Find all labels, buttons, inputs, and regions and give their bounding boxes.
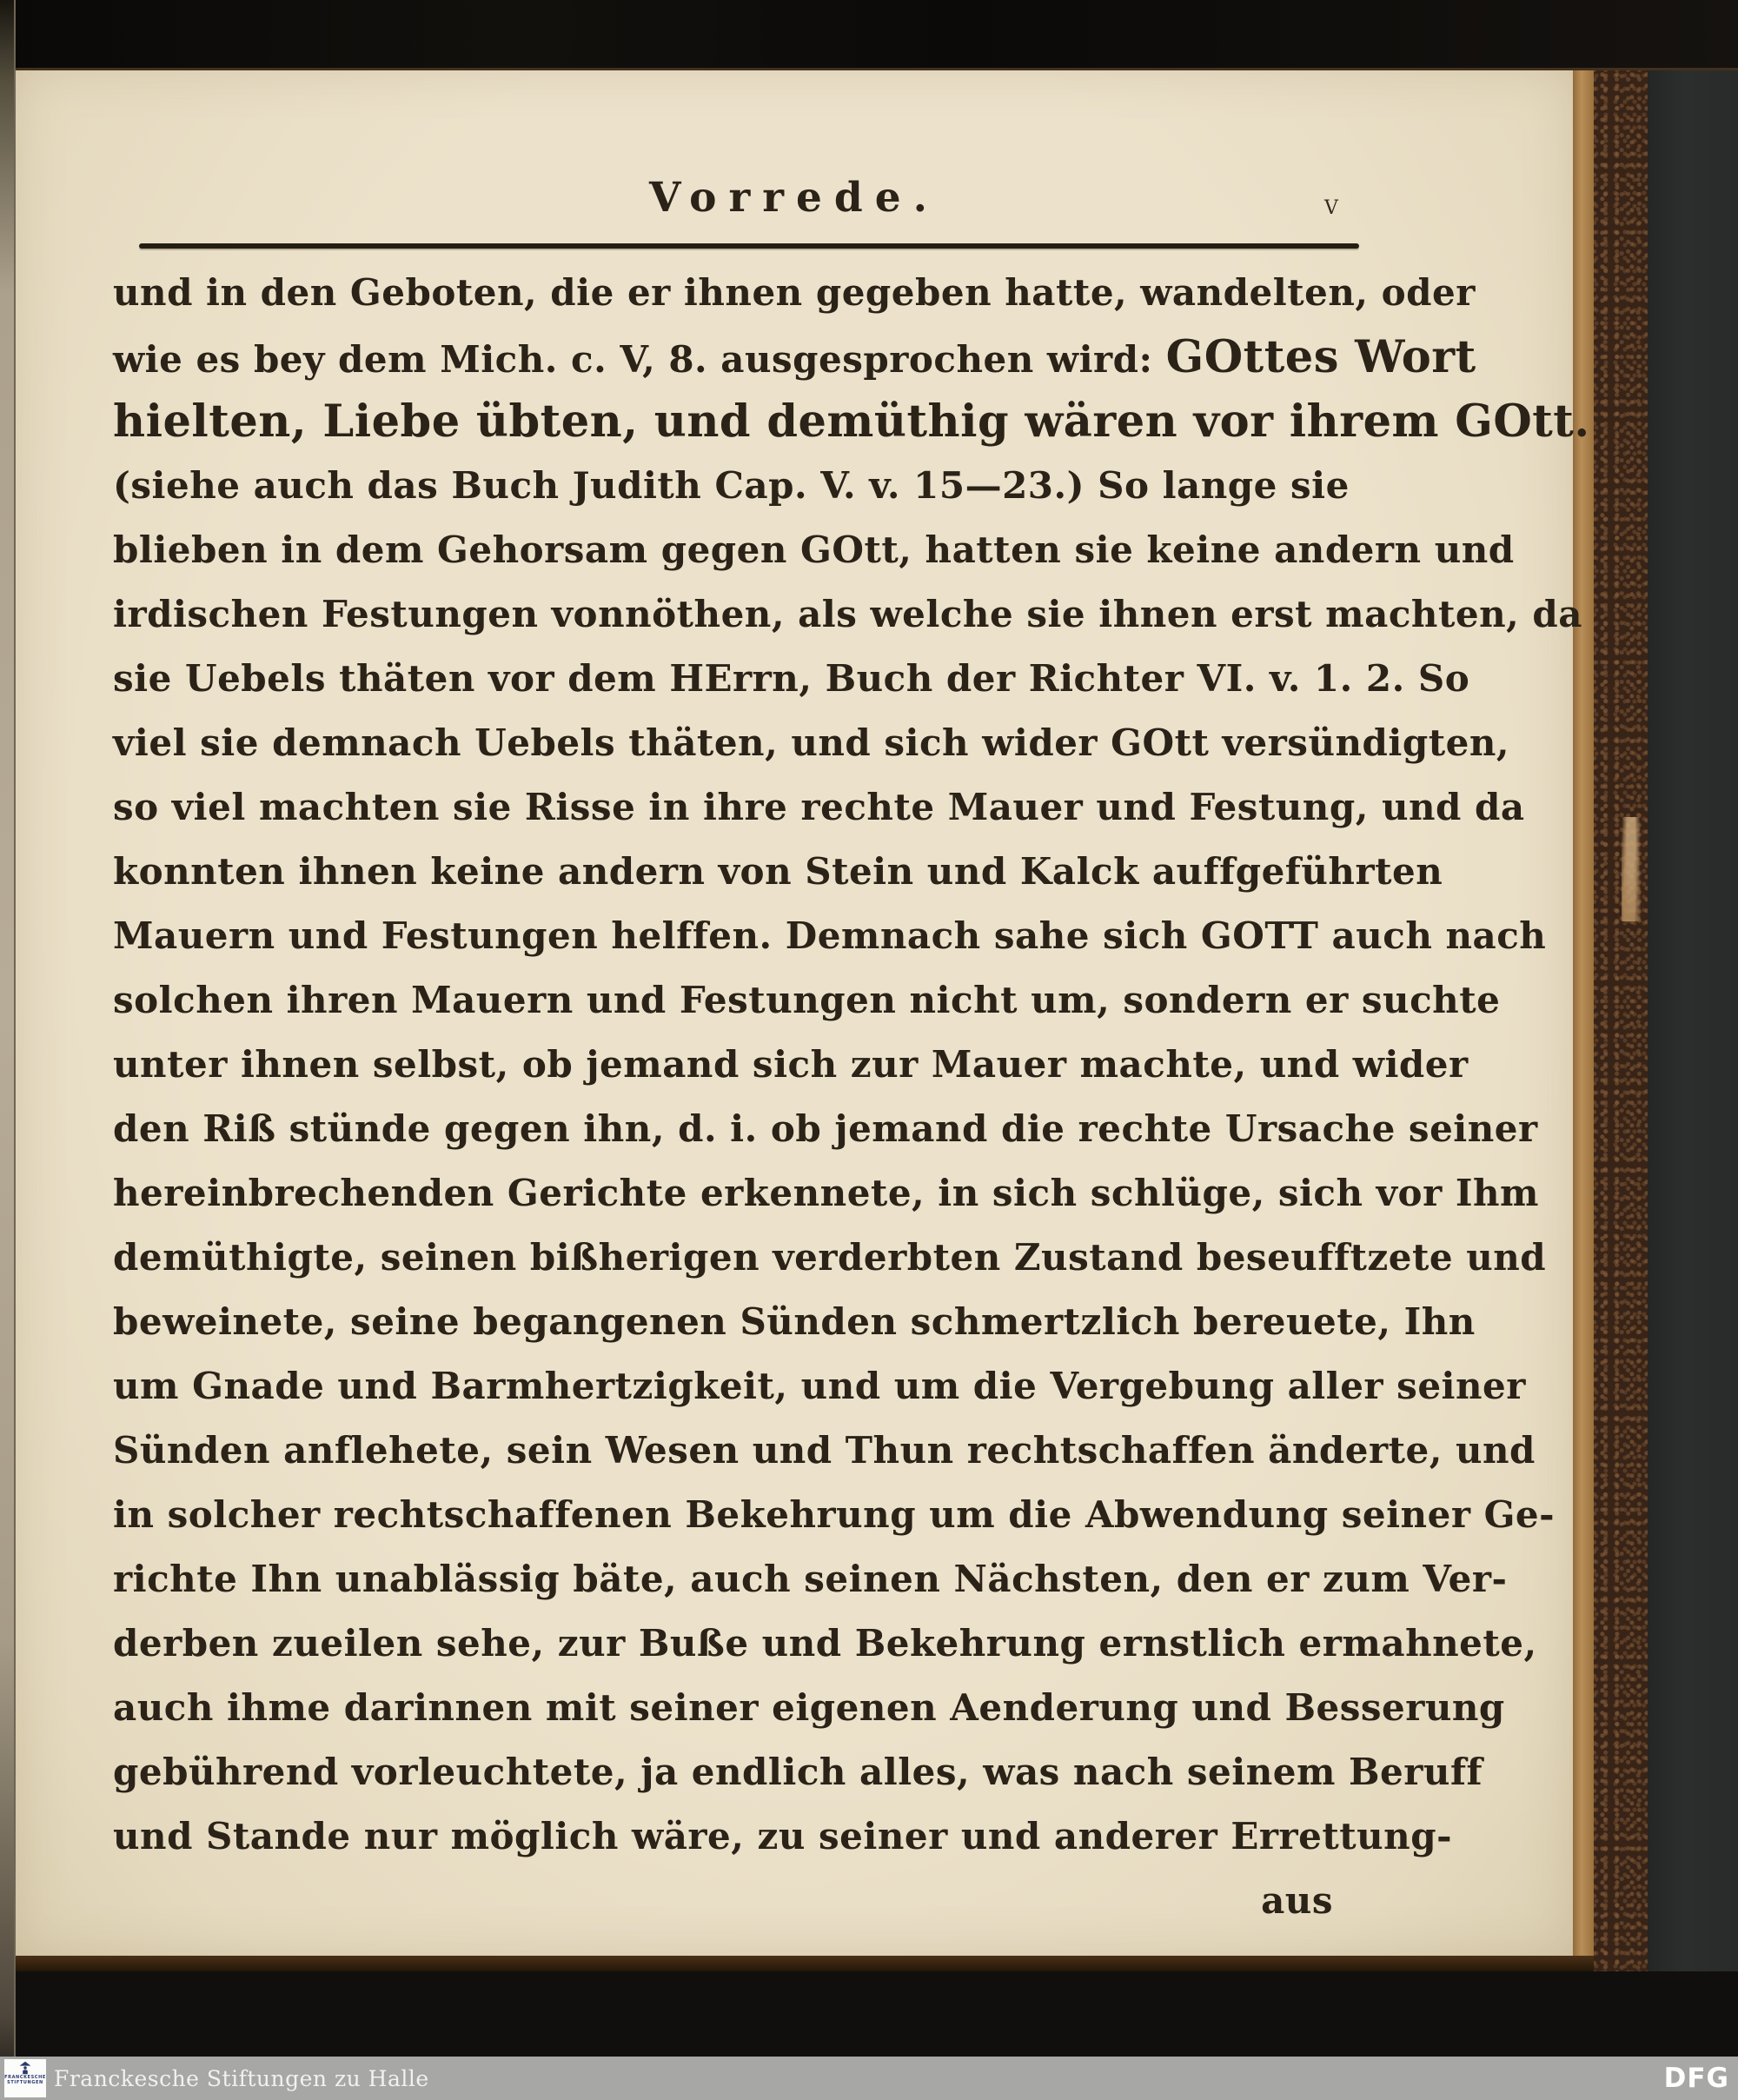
- viewer-footer-bar: [0, 2057, 1738, 2100]
- institution-name: Franckesche Stiftungen zu Halle: [54, 2065, 429, 2091]
- text-line: [113, 1612, 1537, 1676]
- text-line: [113, 1354, 1526, 1419]
- body-text: derben zueilen sehe, zur Buße und Bekehrung ernstlich ermahnete,: [113, 1622, 1537, 1665]
- page-block-edge: [1571, 63, 1594, 1966]
- text-line: [113, 261, 1476, 325]
- text-line: [113, 1804, 1453, 1869]
- text-line: [113, 775, 1525, 840]
- scan-background-right: [1648, 0, 1738, 2100]
- body-text: beweinete, seine begangenen Sünden schmertzlich bereuete, Ihn: [113, 1300, 1476, 1343]
- body-text: in solcher rechtschaffenen Bekehrung um die Abwendung seiner Ge-: [113, 1493, 1556, 1536]
- text-line: [113, 1290, 1476, 1354]
- body-text: so viel machten sie Risse in ihre rechte Mauer und Festung, und da: [113, 786, 1525, 828]
- page-title: Vorrede.: [648, 174, 940, 222]
- text-line: [113, 711, 1509, 775]
- body-text: gebührend vorleuchtete, ja endlich alles, was nach seinem Beruff: [113, 1751, 1483, 1793]
- text-line: [113, 1740, 1483, 1804]
- page-number: v: [1324, 189, 1338, 221]
- body-text: den Riß stünde gegen ihn, d. i. ob jemand die rechte Ursache seiner: [113, 1107, 1538, 1150]
- body-text: konnten ihnen keine andern von Stein und Kalck auffgeführten: [113, 850, 1443, 893]
- scan-left-clamp: [0, 0, 16, 2100]
- text-line: [113, 389, 1590, 454]
- body-text: blieben in dem Gehorsam gegen GOtt, hatten sie keine andern und: [113, 528, 1515, 571]
- body-text: unter ihnen selbst, ob jemand sich zur Mauer machte, und wider: [113, 1043, 1469, 1086]
- franckesche-emblem-icon: [18, 2061, 32, 2075]
- text-line: [113, 582, 1582, 647]
- text-line: [113, 647, 1470, 711]
- body-text: sie Uebels thäten vor dem HErrn, Buch der Richter VI. v. 1. 2. So: [113, 657, 1470, 700]
- text-line: [113, 1097, 1538, 1161]
- text-line: [113, 1483, 1556, 1547]
- text-line: [113, 518, 1515, 582]
- text-line: [113, 968, 1501, 1033]
- body-text: und Stande nur möglich wäre, zu seiner und anderer Errettung-: [113, 1815, 1453, 1857]
- text-block: [113, 261, 1590, 1933]
- body-text: wie es bey dem Mich. c. V, 8. ausgesprochen wird:: [113, 338, 1166, 381]
- body-text: richte Ihn unablässig bäte, auch seinen Nächsten, den er zum Ver-: [113, 1558, 1508, 1600]
- body-text: auch ihme darinnen mit seiner eigenen Aenderung und Besserung: [113, 1686, 1505, 1729]
- body-text: Sünden anflehete, sein Wesen und Thun rechtschaffen änderte, und: [113, 1429, 1536, 1472]
- body-text: und in den Geboten, die er ihnen gegeben hatte, wandelten, oder: [113, 271, 1476, 314]
- text-line: [113, 1676, 1505, 1740]
- body-text: (siehe auch das Buch Judith Cap. V. v. 15—23.) So lange sie: [113, 464, 1350, 507]
- scan-background-bottom: [0, 1971, 1738, 2057]
- body-text: solchen ihren Mauern und Festungen nicht um, sondern er suchte: [113, 979, 1501, 1021]
- header-rule: [139, 243, 1359, 249]
- body-text: viel sie demnach Uebels thäten, und sich wider GOtt versündigten,: [113, 721, 1509, 764]
- emphasized-text: GOttes Wort: [1165, 331, 1476, 383]
- body-text: irdischen Festungen vonnöthen, als welche sie ihnen erst machten, da: [113, 593, 1582, 635]
- body-text: Mauern und Festungen helffen. Demnach sahe sich GOTT auch nach: [113, 914, 1547, 957]
- leather-worn-patch: [1622, 817, 1641, 921]
- text-lines: [113, 261, 1590, 1869]
- scan-background-top: [0, 0, 1738, 70]
- book-binding-leather: [1592, 0, 1648, 1999]
- dfg-logo: DFG: [1663, 2063, 1729, 2094]
- text-line: [113, 1033, 1469, 1097]
- franckesche-logo-text-1: FRANCKESCHE: [4, 2075, 46, 2080]
- body-text: um Gnade und Barmhertzigkeit, und um die Vergebung aller seiner: [113, 1365, 1526, 1407]
- text-line: [113, 840, 1443, 904]
- catchword: aus: [1261, 1879, 1333, 1922]
- text-line: [113, 1419, 1536, 1483]
- text-line: [113, 904, 1547, 968]
- franckesche-logo-text-2: STIFTUNGEN: [7, 2080, 43, 2085]
- emphasized-text: hielten, Liebe übten, und demüthig wären vor ihrem GOtt.: [113, 395, 1590, 448]
- franckesche-logo: [4, 2059, 46, 2097]
- page-bottom-edge: [0, 1956, 1594, 1971]
- text-line: [113, 1547, 1508, 1612]
- body-text: demüthigte, seinen bißherigen verderbten Zustand beseufftzete und: [113, 1236, 1547, 1279]
- text-line: [113, 1161, 1539, 1226]
- scanned-page: [16, 68, 1590, 1957]
- body-text: hereinbrechenden Gerichte erkennete, in sich schlüge, sich vor Ihm: [113, 1172, 1539, 1214]
- text-line: [113, 325, 1476, 389]
- text-line: [113, 1226, 1547, 1290]
- text-line: [113, 454, 1350, 518]
